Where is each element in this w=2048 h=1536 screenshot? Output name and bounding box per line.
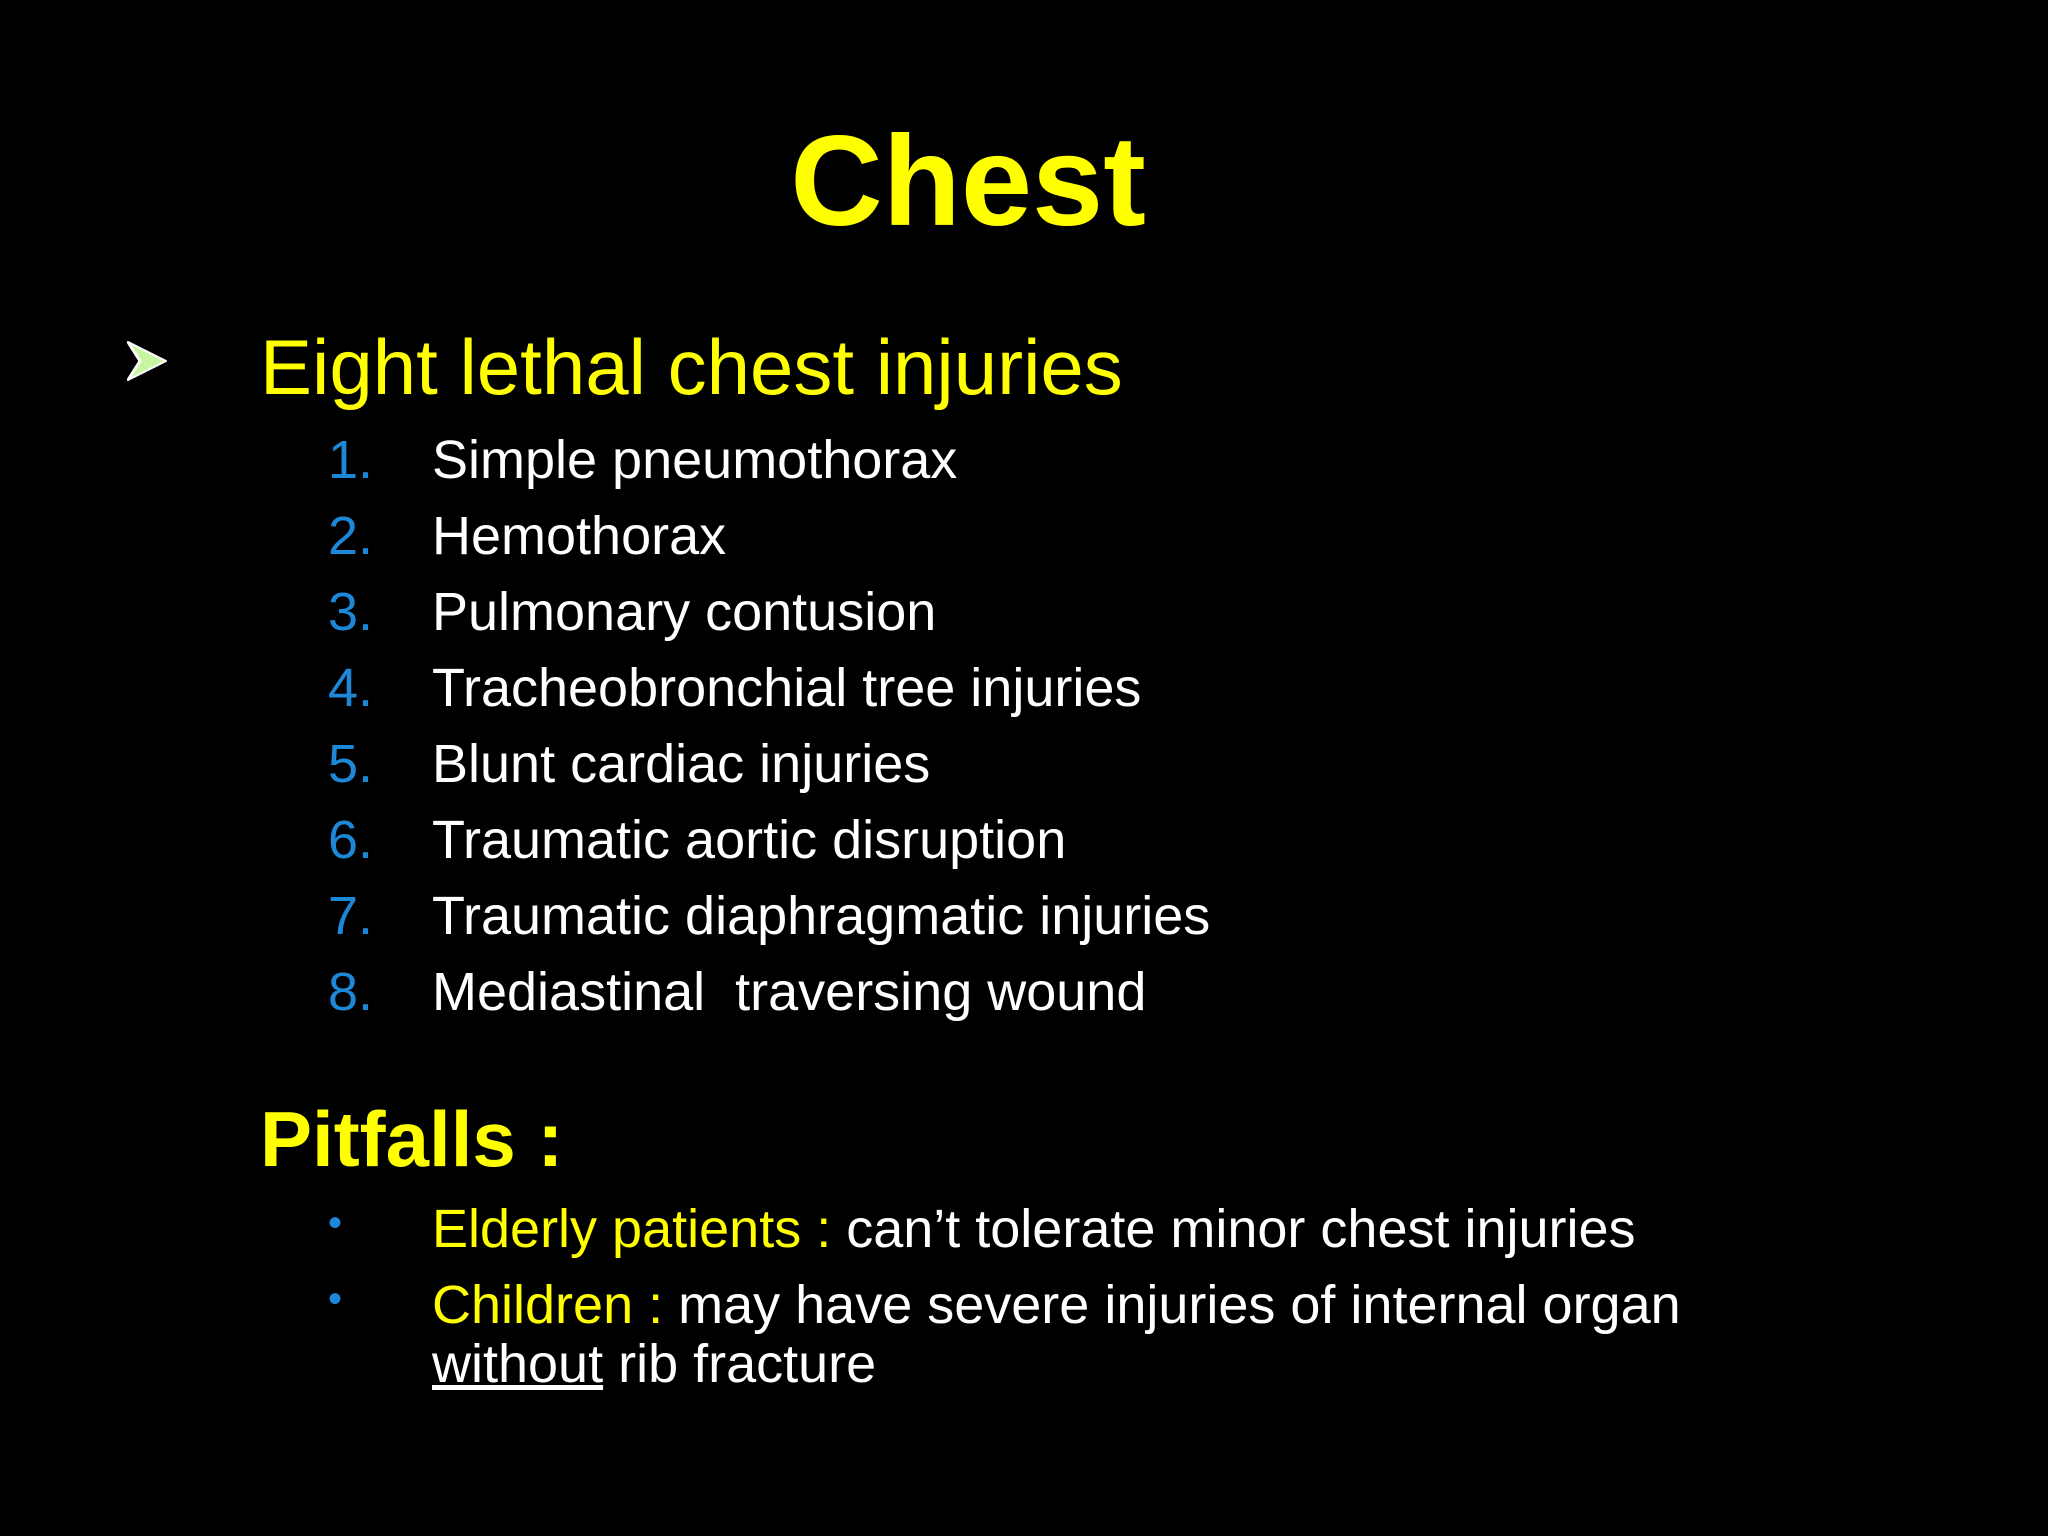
list-number: 1.	[328, 430, 374, 490]
list-item	[328, 574, 1210, 650]
list-number: 8.	[328, 962, 374, 1022]
list-number: 7.	[328, 886, 374, 946]
pitfall-text: can’t tolerate minor chest injuries	[846, 1199, 1636, 1259]
list-item-text: Pulmonary contusion	[432, 582, 937, 642]
arrow-bullet-icon	[124, 338, 170, 384]
list-item-text: Blunt cardiac injuries	[432, 734, 931, 794]
pitfall-item-elderly	[328, 1191, 1872, 1267]
pitfall-text-line2	[432, 1333, 1872, 1395]
list-item-text: Mediastinal traversing wound	[432, 962, 1147, 1022]
pitfalls-list	[328, 1191, 1872, 1395]
pitfall-label: Elderly patients :	[432, 1199, 847, 1259]
list-item	[328, 802, 1210, 878]
list-item-text: Tracheobronchial tree injuries	[432, 658, 1142, 718]
list-number: 3.	[328, 582, 374, 642]
pitfall-text-after: rib fracture	[603, 1334, 877, 1394]
underlined-word: without	[432, 1334, 604, 1394]
list-item-text: Traumatic diaphragmatic injuries	[432, 886, 1211, 946]
section-heading: Eight lethal chest injuries	[260, 323, 1123, 411]
slide-title: Chest	[790, 110, 1146, 253]
list-item	[328, 498, 1210, 574]
list-item-text: Traumatic aortic disruption	[432, 810, 1067, 870]
list-item-text: Simple pneumothorax	[432, 430, 958, 490]
list-item	[328, 650, 1210, 726]
list-number: 6.	[328, 810, 374, 870]
list-item-text: Hemothorax	[432, 506, 727, 566]
list-item	[328, 878, 1210, 954]
pitfall-label: Children :	[432, 1275, 679, 1335]
list-item	[328, 422, 1210, 498]
bullet-dot-icon: •	[328, 1277, 343, 1321]
list-number: 2.	[328, 506, 374, 566]
list-number: 5.	[328, 734, 374, 794]
pitfalls-heading: Pitfalls :	[260, 1095, 564, 1183]
list-item	[328, 726, 1210, 802]
list-item	[328, 954, 1210, 1030]
injury-list	[328, 422, 1210, 1030]
bullet-dot-icon: •	[328, 1201, 343, 1245]
pitfall-item-children	[328, 1267, 1872, 1395]
list-number: 4.	[328, 658, 374, 718]
pitfall-text: may have severe injuries of internal organ	[678, 1275, 1681, 1335]
